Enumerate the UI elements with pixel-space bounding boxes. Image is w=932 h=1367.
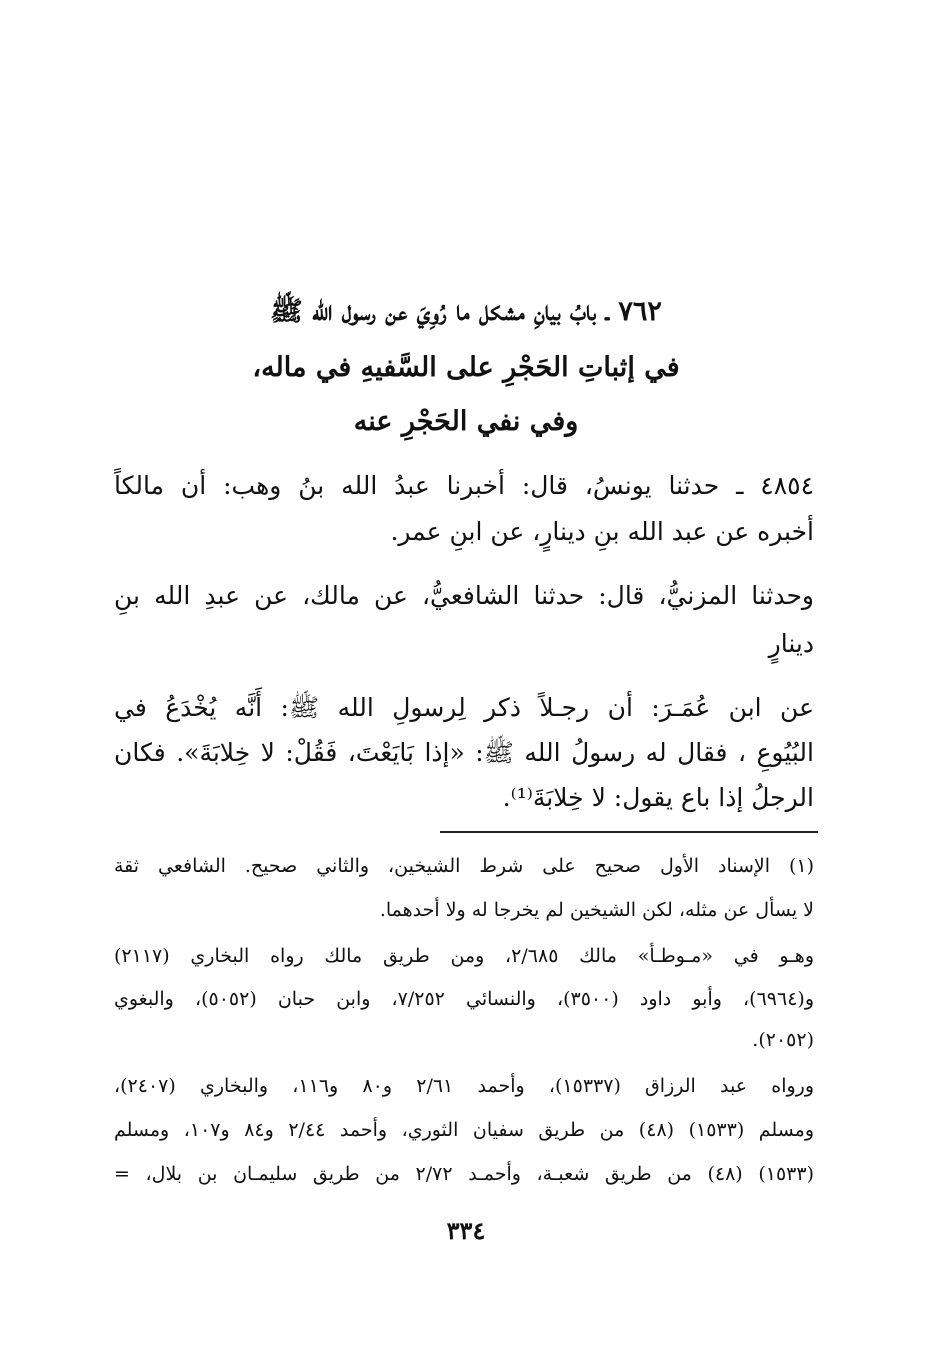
footnote-line-6: ورواه عبد الرزاق (١٥٣٣٧)، وأحمد ٢/٦١ و٨٠ و١١٦، والبخاري (٢٤٠٧)، [114,1075,815,1097]
footnote-line-5: (٢٠٥٢). [752,1029,814,1051]
footnote-line-2: لا يسأل عن مثله، لكن الشيخين لم يخرجا له ولا أحدهما. [379,899,814,921]
footnote-line-3: وهـو في «مـوطـأ» مالك ٢/٦٨٥، ومن طريق مالك رواه البخاري (٢١١٧) [114,945,814,967]
footnote-line-1: (١) الإسناد الأول صحيح على شرط الشيخين، والثاني صحيح. الشافعي ثقة [114,855,814,877]
hadith-line-2: أخبره عن عبد الله بنِ دينارٍ، عن ابنِ عمر. [390,517,814,546]
hadith-line-3: وحدثنا المزنيُّ، قال: حدثنا الشافعيُّ، عن مالك، عن عبدِ الله بنِ [114,581,814,610]
hadith-line-5: عن ابن عُمَـرَ: أن رجـلاً ذكر لِرسولِ الله ﷺ: أَنَّه يُخْدَعُ في [114,693,814,722]
page-number: ٣٣٤ [446,1216,486,1245]
chapter-title-line-1: ٧٦٢ ـ بابُ بيانِ مشكل ما رُوِيَ عن رسول الله ﷺ [270,296,662,327]
hadith-line-6: البُيُوعِ ، فقال له رسولُ الله ﷺ: «إذا بَايَعْتَ، فَقُلْ: لا خِلابَةَ». فكان [114,738,814,767]
hadith-line-4: دينارٍ [768,629,814,658]
hadith-line-1: ٤٨٥٤ ـ حدثنا يونسُ، قال: أخبرنا عبدُ الله بنُ وهب: أن مالكاً [114,471,814,500]
chapter-title-line-3: وفي نفي الحَجْرِ عنه [353,406,579,437]
footnote-line-4: و(٦٩٦٤)، وأبو داود (٣٥٠٠)، والنسائي ٧/٢٥٢، وابن حبان (٥٠٥٢)، والبغوي [114,988,815,1010]
footnote-line-7: ومسلم (١٥٣٣) (٤٨) من طريق سفيان الثوري، وأحمد ٢/٤٤ و٨٤ و١٠٧، ومسلم [114,1119,814,1141]
footnote-separator [440,831,818,833]
hadith-line-7: الرجلُ إذا باع يقول: لا خِلابَةَ⁽¹⁾. [502,783,814,812]
chapter-title-line-2: في إثباتِ الحَجْرِ على السَّفيهِ في ماله، [252,352,680,383]
footnote-line-8: (١٥٣٣) (٤٨) من طريق شعبـة، وأحمـد ٢/٧٢ من طريق سليمـان بن بلال، = [114,1163,814,1185]
